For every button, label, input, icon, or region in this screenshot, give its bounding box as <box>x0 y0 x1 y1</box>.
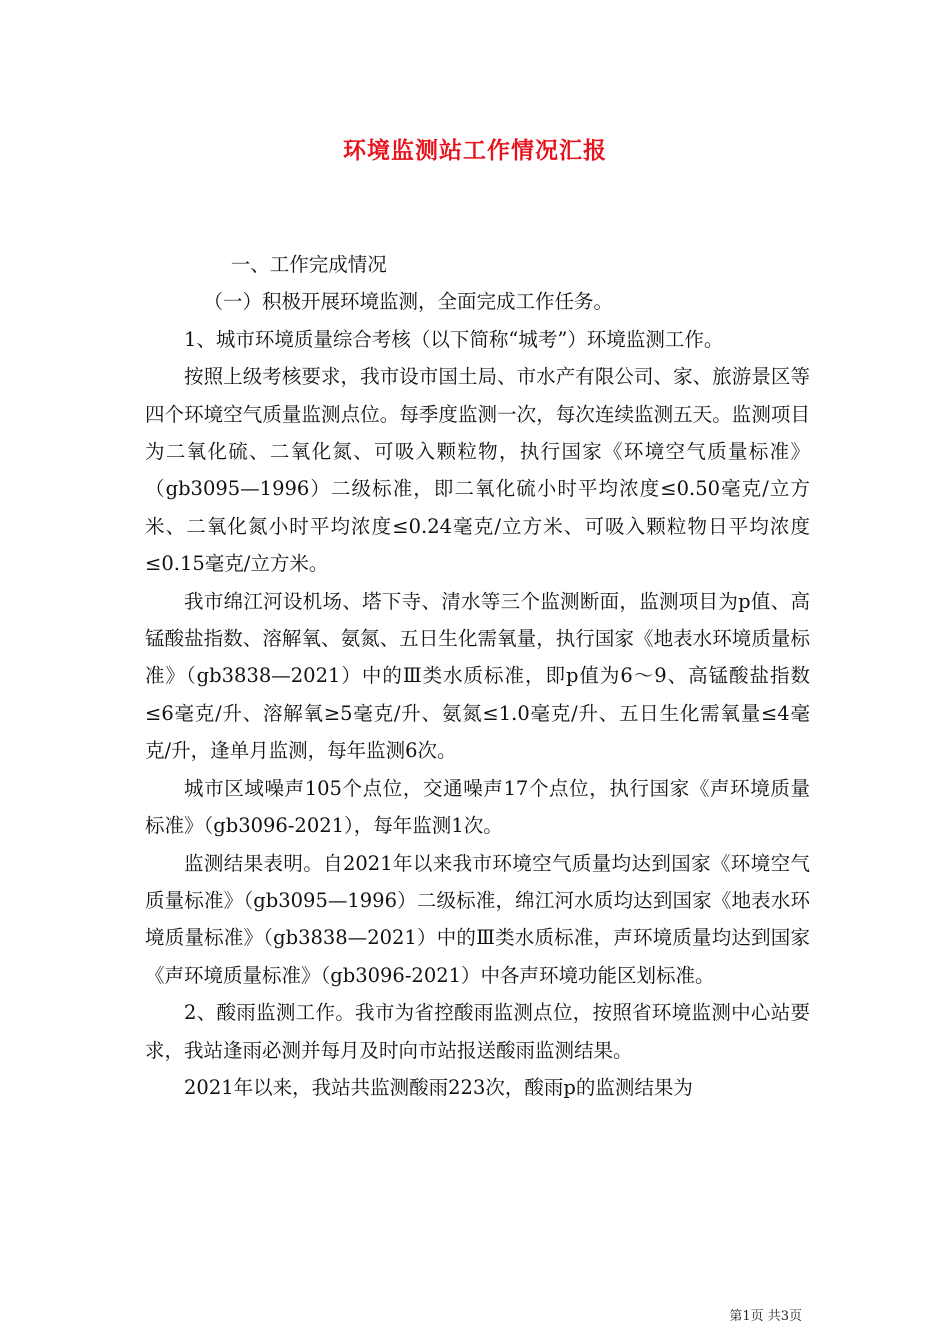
paragraph: 我市绵江河设机场、塔下寺、清水等三个监测断面，监测项目为p值、高锰酸盐指数、溶解氧、氨氮、五日生化需氧量，执行国家《地表水环境质量标准》（gb3838—2021）中的Ⅲ类水质标准，即p值为6～9、高锰酸盐指数≤6毫克/升、溶解氧≥5毫克/升、氨氮≤1.0毫克/升、五日生化需氧量≤4毫克/升，逢单月监测，每年监测6次。 <box>145 589 810 763</box>
paragraph: 按照上级考核要求，我市设市国土局、市水产有限公司、家、旅游景区等四个环境空气质量监测点位。每季度监测一次，每次连续监测五天。监测项目为二氧化硫、二氧化氮、可吸入颗粒物，执行国家《环境空气质量标准》（gb3095—1996）二级标准，即二氧化硫小时平均浓度≤0.50毫克/立方米、二氧化氮小时平均浓度≤0.24毫克/立方米、可吸入颗粒物日平均浓度≤0.15毫克/立方米。 <box>145 365 810 576</box>
paragraph: 监测结果表明。自2021年以来我市环境空气质量均达到国家《环境空气质量标准》（gb3095—1996）二级标准，绵江河水质均达到国家《地表水环境质量标准》（gb3838—2021）中的Ⅲ类水质标准，声环境质量均达到国家《声环境质量标准》（gb3096-2021）中各声环境功能区划标准。 <box>145 851 810 987</box>
page-number: 第1页 共3页 <box>729 1309 802 1324</box>
item-heading: 2、酸雨监测工作。我市为省控酸雨监测点位，按照省环境监测中心站要求，我站逢雨必测并每月及时向市站报送酸雨监测结果。 <box>145 1001 810 1062</box>
item-heading: 1、城市环境质量综合考核（以下简称“城考”）环境监测工作。 <box>184 327 724 351</box>
subsection-heading: （一）积极开展环境监测，全面完成工作任务。 <box>203 290 614 314</box>
document-body <box>145 246 810 1106</box>
section-heading: 一、工作完成情况 <box>230 253 387 276</box>
paragraph: 2021年以来，我站共监测酸雨223次，酸雨p的监测结果为 <box>184 1075 693 1099</box>
paragraph: 城市区域噪声105个点位，交通噪声17个点位，执行国家《声环境质量标准》（gb3096-2021），每年监测1次。 <box>145 776 810 838</box>
document-title: 环境监测站工作情况汇报 <box>343 137 607 164</box>
